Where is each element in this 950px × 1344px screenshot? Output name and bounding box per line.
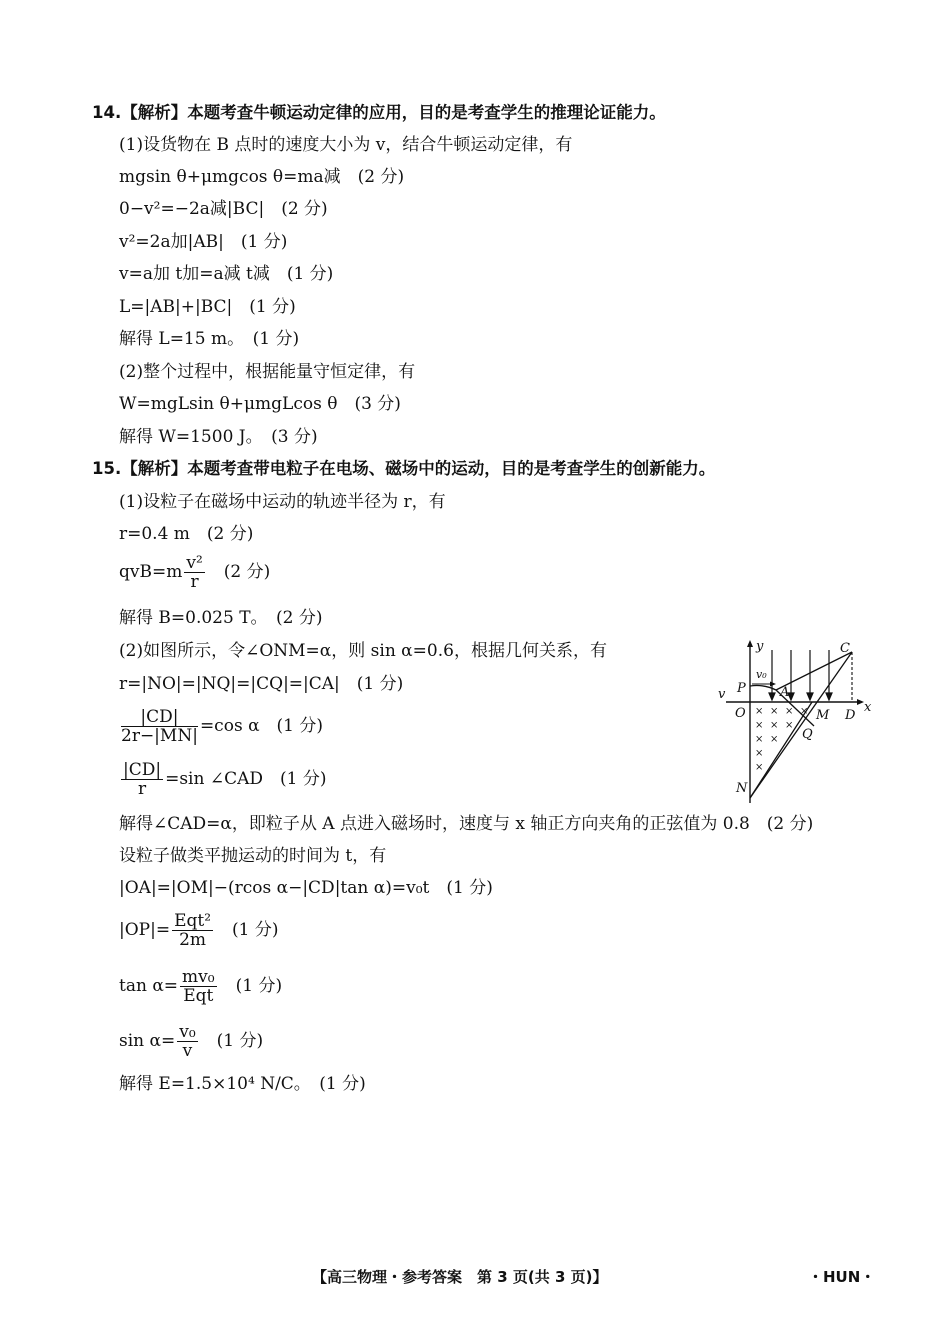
- footer-region-code: ・HUN・: [808, 1268, 876, 1286]
- q14-line-3: 0−v²=−2a减|BC| (2 分): [119, 199, 328, 219]
- label-y: y: [756, 639, 764, 654]
- sin-cad-fraction: [121, 761, 163, 798]
- sin-cad-rhs: =sin ∠CAD: [165, 769, 264, 789]
- q14-line-7: 解得 L=15 m。 (1 分): [119, 329, 300, 349]
- q14-line-10: 解得 W=1500 J。 (3 分): [119, 427, 318, 447]
- q14-line-6: L=|AB|+|BC| (1 分): [119, 297, 296, 317]
- op-fraction: [172, 912, 213, 949]
- label-q: Q: [802, 727, 813, 742]
- q15-line-1: (1)设粒子在磁场中运动的轨迹半径为 r，有: [119, 492, 446, 512]
- label-v0: v₀: [756, 668, 767, 681]
- op-den: 2m: [179, 930, 207, 950]
- q15-line-11: |OA|=|OM|−(rcos α−|CD|tan α)=v₀t (1 分): [119, 878, 493, 898]
- cross-11: ×: [755, 762, 764, 773]
- q15-line-4: 解得 B=0.025 T。 (2 分): [119, 608, 323, 628]
- tan-score: (1 分): [235, 976, 283, 996]
- q14-line-2: mgsin θ+μmgcos θ=ma减 (2 分): [119, 167, 405, 187]
- q14-line-1: (1)设货物在 B 点时的速度大小为 v，结合牛顿运动定律，有: [119, 135, 573, 155]
- cos-num: |CD|: [121, 708, 198, 727]
- q15-qvb-equation: [119, 552, 270, 592]
- sin-cad-den: r: [137, 779, 147, 799]
- footer-page-info: 【高三物理・参考答案 第 3 页(共 3 页)】: [312, 1268, 608, 1286]
- q14-line-8: (2)整个过程中，根据能量守恒定律，有: [119, 362, 416, 382]
- q15-line-10: 设粒子做类平抛运动的时间为 t，有: [119, 846, 387, 866]
- cos-fraction: [121, 708, 198, 745]
- qvb-score: (2 分): [223, 562, 271, 582]
- v0-arrowhead: [770, 682, 776, 687]
- cross-3: ×: [785, 706, 794, 717]
- qvb-num: v²: [186, 553, 203, 573]
- q15-line-15: 解得 E=1.5×10⁴ N/C。 (1 分): [119, 1074, 366, 1094]
- op-num: Eqt²: [174, 911, 212, 931]
- cross-6: ×: [770, 720, 779, 731]
- cross-9: ×: [770, 734, 779, 745]
- cos-score: (1 分): [276, 716, 324, 736]
- cross-5: ×: [755, 720, 764, 731]
- op-lhs: |OP|=: [119, 920, 171, 940]
- sin-den: v: [182, 1041, 193, 1061]
- q14-line-9: W=mgLsin θ+μmgLcos θ (3 分): [119, 394, 401, 414]
- tan-lhs: tan α=: [119, 976, 179, 996]
- cross-7: ×: [785, 720, 794, 731]
- qvb-den: r: [190, 572, 199, 592]
- cross-2: ×: [770, 706, 779, 717]
- sin-score: (1 分): [216, 1031, 264, 1051]
- q15-tan-equation: [119, 966, 282, 1006]
- label-c: C: [840, 641, 850, 656]
- cross-8: ×: [755, 734, 764, 745]
- label-n: N: [736, 781, 748, 796]
- cross-4: ×: [800, 706, 809, 717]
- sin-lhs: sin α=: [119, 1031, 176, 1051]
- label-o: O: [735, 706, 746, 721]
- magnetic-field-crosses: [755, 706, 808, 773]
- q15-sin-cad-equation: [119, 759, 327, 799]
- label-m: M: [816, 708, 830, 723]
- tan-den: Eqt: [183, 986, 214, 1006]
- cross-1: ×: [755, 706, 764, 717]
- label-x: x: [864, 700, 872, 715]
- tan-fraction: [180, 968, 217, 1005]
- q15-op-equation: [119, 910, 279, 950]
- sin-num: v₀: [179, 1022, 196, 1042]
- label-d: D: [845, 708, 856, 723]
- label-p: P: [737, 681, 746, 696]
- qvb-lhs: qvB=m: [119, 562, 183, 582]
- cos-den: 2r−|MN|: [121, 726, 198, 746]
- diagram-labels: [718, 639, 872, 796]
- cross-10: ×: [755, 748, 764, 759]
- sin-cad-num: |CD|: [123, 760, 162, 780]
- q15-header: 15.【解析】本题考查带电粒子在电场、磁场中的运动，目的是考查学生的创新能力。: [92, 459, 716, 478]
- x-axis-arrow: [857, 699, 864, 705]
- cos-rhs: =cos α: [199, 716, 260, 736]
- q15-line-2: r=0.4 m (2 分): [119, 524, 254, 544]
- q15-line-5: (2)如图所示，令∠ONM=α，则 sin α=0.6，根据几何关系，有: [119, 641, 607, 661]
- label-v: v: [718, 687, 726, 702]
- qvb-fraction: [184, 554, 204, 591]
- q14-header: 14.【解析】本题考查牛顿运动定律的应用，目的是考查学生的推理论证能力。: [92, 103, 666, 122]
- op-score: (1 分): [232, 920, 279, 940]
- q14-line-5: v=a加 t加=a减 t减 (1 分): [119, 264, 334, 284]
- tan-num: mv₀: [182, 967, 215, 987]
- physics-diagram: [712, 638, 882, 803]
- q15-line-9: 解得∠CAD=α，即粒子从 A 点进入磁场时，速度与 x 轴正方向夹角的正弦值为 0.8 (2 分): [119, 814, 814, 834]
- y-axis-arrow: [747, 640, 753, 647]
- q14-line-4: v²=2a加|AB| (1 分): [119, 232, 288, 252]
- sin-fraction: [177, 1023, 197, 1060]
- q15-line-6: r=|NO|=|NQ|=|CQ|=|CA| (1 分): [119, 674, 404, 694]
- q15-sin-equation: [119, 1021, 263, 1061]
- sin-cad-score: (1 分): [280, 769, 327, 789]
- q15-cos-equation: [119, 706, 323, 746]
- label-a: A: [780, 685, 790, 700]
